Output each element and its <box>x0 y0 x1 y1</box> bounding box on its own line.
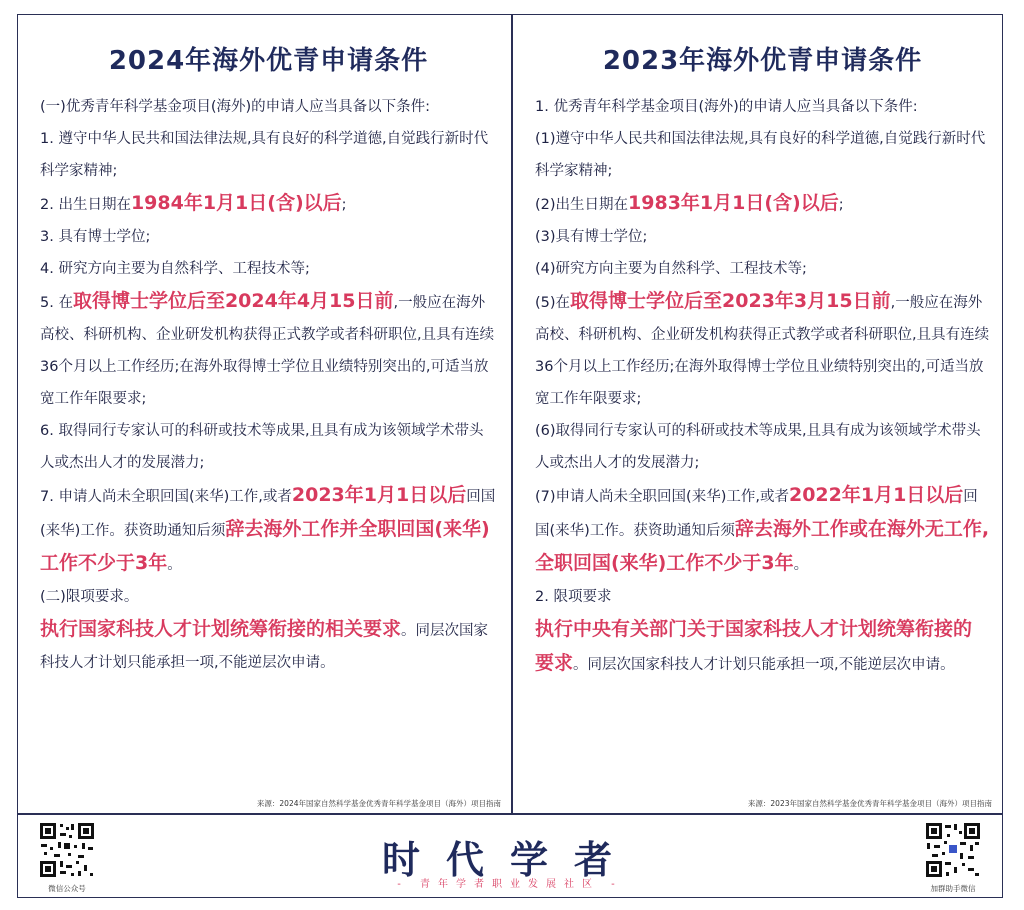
right-item-5-text: (5)在 <box>535 295 571 311</box>
left-item-7 <box>40 479 497 581</box>
left-column <box>18 14 511 813</box>
right-limit-rest: 。同层次国家科技人才计划只能承担一项,不能逆层次申请。 <box>573 657 955 673</box>
left-item-5-rest: ,一般应在海外高校、科研机构、企业研发机构获得正式教学或者科研职位,且具有连续36个月以上工作经历;在海外取得博士学位且业绩特别突出的,可适当放宽工作年限要求; <box>40 295 495 407</box>
left-item-5-text: 5. 在 <box>40 295 73 311</box>
right-item-4: (4)研究方向主要为自然科学、工程技术等; <box>535 261 807 277</box>
left-limit-highlight: 执行国家科技人才计划统筹衔接的相关要求 <box>40 618 402 640</box>
left-title: 2024年海外优青申请条件 <box>108 46 429 76</box>
qr-right-label: 加群助手微信 <box>930 884 976 893</box>
right-item-7-mid: 回国(来华)工作。获资助通知后须 <box>535 489 978 539</box>
left-limit-rest: 。同层次国家科技人才计划只能承担一项,不能逆层次申请。 <box>40 623 489 671</box>
right-title: 2023年海外优青申请条件 <box>602 46 923 76</box>
qr-right-graphic <box>924 821 982 879</box>
right-deadline-highlight: 取得博士学位后至2023年3月15日前 <box>570 290 891 312</box>
qr-left-label: 微信公众号 <box>48 884 86 893</box>
left-item-2 <box>40 187 497 221</box>
right-item-5-rest: ,一般应在海外高校、科研机构、企业研发机构获得正式教学或者科研职位,且具有连续36个月以上工作经历;在海外取得博士学位且业绩特别突出的,可适当放宽工作年限要求; <box>535 295 990 407</box>
right-item-7-text: (7)申请人尚未全职回国(来华)工作,或者 <box>535 489 789 505</box>
left-limit-text <box>40 613 497 679</box>
left-item-intro: (一)优秀青年科学基金项目(海外)的申请人应当具备以下条件: <box>40 99 431 115</box>
right-item-2-end: ; <box>838 197 844 213</box>
footer <box>18 815 1002 897</box>
left-item-4: 4. 研究方向主要为自然科学、工程技术等; <box>40 261 310 277</box>
left-item-6: 6. 取得同行专家认可的科研或技术等成果,且具有成为该领域学术带头人或杰出人才的发展潜力; <box>40 423 484 471</box>
brand-slogan: - 青年学者职业发展社区 - <box>397 879 623 890</box>
right-column <box>513 14 1002 813</box>
right-resign-highlight: 辞去海外工作或在海外无工作,全职回国(来华)工作不少于3年 <box>535 518 990 574</box>
right-item-7-end: 。 <box>793 557 809 573</box>
right-limit-text <box>535 613 990 681</box>
left-item-5 <box>40 285 497 415</box>
right-item-1: (1)遵守中华人民共和国法律法规,具有良好的科学道德,自觉践行新时代科学家精神; <box>535 131 986 179</box>
right-item-2 <box>535 187 990 221</box>
right-birthdate-highlight: 1983年1月1日(含)以后 <box>628 192 839 214</box>
right-item-2-text: (2)出生日期在 <box>535 197 629 213</box>
right-limit-highlight: 执行中央有关部门关于国家科技人才计划统筹衔接的要求 <box>535 618 973 674</box>
left-resign-highlight: 辞去海外工作并全职回国(来华)工作不少于3年 <box>40 518 490 574</box>
left-item-3: 3. 具有博士学位; <box>40 229 151 245</box>
left-return-date-highlight: 2023年1月1日以后 <box>291 484 467 506</box>
left-item-1: 1. 遵守中华人民共和国法律法规,具有良好的科学道德,自觉践行新时代科学家精神; <box>40 131 489 179</box>
right-item-5 <box>535 285 990 415</box>
left-deadline-highlight: 取得博士学位后至2024年4月15日前 <box>72 290 394 312</box>
right-item-6: (6)取得同行专家认可的科研或技术等成果,且具有成为该领域学术带头人或杰出人才的发展潜力; <box>535 423 981 471</box>
left-item-7-end: 。 <box>167 557 182 573</box>
left-item-2-end: ; <box>341 197 347 213</box>
left-birthdate-highlight: 1984年1月1日(含)以后 <box>130 192 342 214</box>
qr-code-icon <box>924 821 982 879</box>
right-source: 来源：2023年国家自然科学基金优秀青年科学基金项目（海外）项目指南 <box>747 799 992 808</box>
right-limit-heading: 2. 限项要求 <box>535 589 612 605</box>
right-item-intro: 1. 优秀青年科学基金项目(海外)的申请人应当具备以下条件: <box>535 99 918 115</box>
brand-name: 时代学者 <box>381 838 638 882</box>
right-item-7 <box>535 479 990 581</box>
right-item-3: (3)具有博士学位; <box>535 229 648 245</box>
left-source: 来源：2024年国家自然科学基金优秀青年科学基金项目（海外）项目指南 <box>256 799 501 808</box>
left-item-7-text: 7. 申请人尚未全职回国(来华)工作,或者 <box>40 489 292 505</box>
right-return-date-highlight: 2022年1月1日以后 <box>788 484 964 506</box>
left-item-7-mid: 回国(来华)工作。获资助通知后须 <box>40 489 496 539</box>
left-limit-heading: (二)限项要求。 <box>40 589 139 605</box>
left-item-2-text: 2. 出生日期在 <box>40 197 131 213</box>
